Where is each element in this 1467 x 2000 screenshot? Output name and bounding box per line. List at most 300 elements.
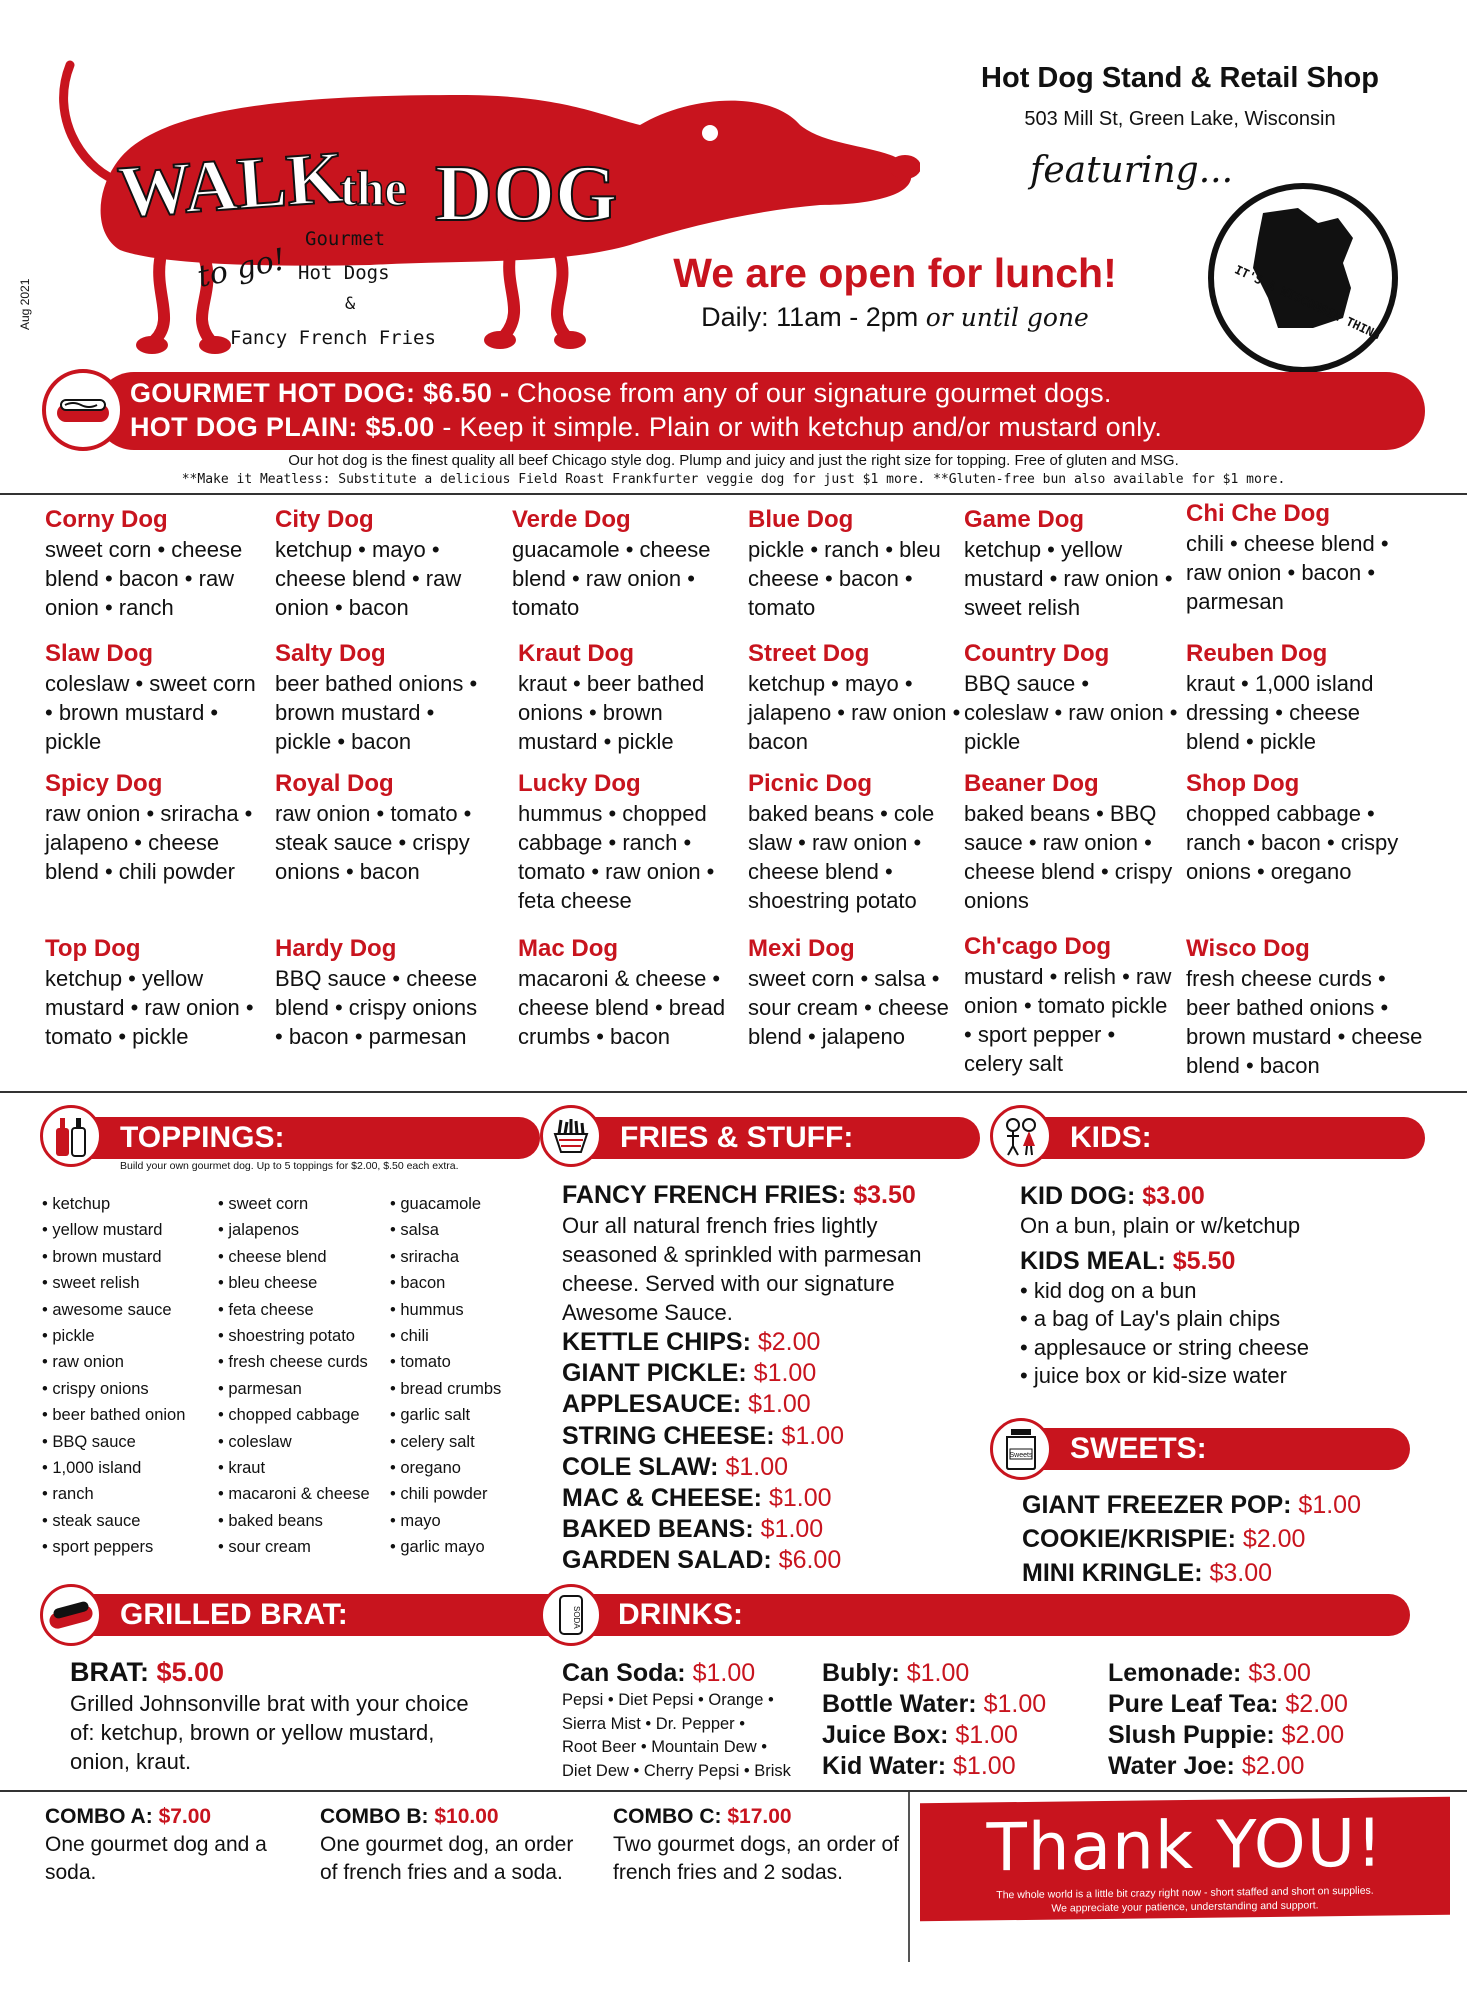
dog-desc: mustard • relish • raw onion • tomato pickle • sport pepper • celery salt (964, 964, 1172, 1076)
drinks-col-3 (1108, 1658, 1348, 1782)
sweet-item (1022, 1522, 1361, 1556)
combo-price: $10.00 (434, 1805, 499, 1828)
dog-desc: baked beans • BBQ sauce • raw onion • cheese blend • crispy onions (964, 801, 1173, 913)
sweets-list (1022, 1488, 1361, 1590)
open-hours-extra: or until gone (925, 303, 1089, 332)
sweets-jar-icon (990, 1418, 1052, 1480)
drink-name: Water Joe: (1108, 1752, 1235, 1780)
dog-name: Salty Dog (275, 640, 386, 667)
divider-bottom (0, 1790, 1467, 1792)
kid-dog-heading (1020, 1180, 1440, 1212)
toppings-col-1 (42, 1191, 185, 1561)
brat-desc: Grilled Johnsonville brat with your choice of: ketchup, brown or yellow mustard, onion, kraut. (70, 1691, 469, 1774)
logo-fancy-fries: Fancy French Fries (230, 327, 436, 349)
open-for-lunch-title: We are open for lunch! (673, 250, 1117, 296)
topping-text: cheese blend (228, 1247, 327, 1266)
topping-item: • sport peppers (42, 1538, 154, 1557)
topping-text: sport peppers (52, 1538, 154, 1557)
drink-name: Pure Leaf Tea: (1108, 1690, 1279, 1718)
topping-item: • hummus (390, 1300, 464, 1319)
dog-item-city (275, 505, 490, 622)
dog-name: Hardy Dog (275, 935, 397, 962)
topping-text: 1,000 island (52, 1459, 142, 1478)
side-item (562, 1327, 952, 1358)
topping-item: • mayo (390, 1511, 441, 1530)
dog-item-beaner (964, 769, 1179, 915)
logo-hot-dogs: Hot Dogs (298, 262, 390, 284)
dog-item-mexi (748, 934, 963, 1051)
drink-price: $3.00 (1248, 1659, 1311, 1687)
fancy-fries-heading (562, 1180, 952, 1211)
dog-desc: macaroni & cheese • cheese blend • bread crumbs • bacon (518, 966, 726, 1049)
plain-price-line (130, 410, 1425, 444)
sweet-name: GIANT FREEZER POP: (1022, 1491, 1292, 1519)
drinks-title: DRINKS: (618, 1598, 743, 1631)
combo-heading (613, 1803, 903, 1831)
dog-desc: BBQ sauce • cheese blend • crispy onions • bacon • parmesan (275, 966, 478, 1049)
topping-text: bread crumbs (400, 1379, 502, 1398)
topping-text: shoestring potato (228, 1327, 355, 1346)
brat-section (70, 1655, 490, 1776)
topping-item: • tomato (390, 1353, 451, 1372)
seal-text: IT'S A WISCONSIN THING (1232, 262, 1383, 343)
open-hours (660, 302, 1130, 333)
dog-desc: coleslaw • sweet corn • brown mustard • pickle (45, 671, 256, 754)
drink-price: $1.00 (953, 1752, 1016, 1780)
drink-name: Juice Box: (822, 1721, 949, 1749)
divider-middle (0, 1091, 1467, 1093)
dog-item-reuben (1186, 639, 1416, 756)
topping-item: • crispy onions (42, 1379, 149, 1398)
dog-item-game (964, 505, 1179, 622)
combo-desc: One gourmet dog, an order of french fries and a soda. (320, 1833, 574, 1884)
drink-item (1108, 1720, 1348, 1751)
side-price: $1.00 (725, 1452, 788, 1481)
combo-divider (908, 1792, 910, 1962)
plain-price-desc: - Keep it simple. Plain or with ketchup and/or mustard only. (434, 412, 1163, 442)
shop-address: 503 Mill St, Green Lake, Wisconsin (1024, 108, 1336, 130)
topping-text: hummus (400, 1300, 464, 1319)
toppings-title: TOPPINGS: (120, 1121, 285, 1154)
kid-dog-name: KID DOG: (1020, 1182, 1136, 1210)
dog-item-royal (275, 769, 490, 886)
dog-name: Shop Dog (1186, 770, 1300, 797)
side-price: $1.00 (760, 1515, 824, 1544)
combo-name: COMBO C: (613, 1805, 722, 1828)
dog-desc: ketchup • mayo • jalapeno • raw onion • bacon (748, 671, 961, 754)
topping-item: • BBQ sauce (42, 1432, 136, 1451)
dog-item-picnic (748, 769, 963, 915)
dog-name: Wisco Dog (1186, 935, 1310, 962)
dog-name: Kraut Dog (518, 640, 634, 667)
dog-name: Royal Dog (275, 770, 394, 797)
dog-desc: chopped cabbage • ranch • bacon • crispy onions • oregano (1186, 801, 1399, 884)
topping-item: • cheese blend (218, 1247, 327, 1266)
brat-icon (40, 1584, 102, 1646)
sweets-icon-label: Sweets (1009, 1452, 1033, 1459)
dog-desc: BBQ sauce • coleslaw • raw onion • pickle (964, 671, 1178, 754)
brat-drinks-header-bar (60, 1594, 1410, 1636)
dog-desc: ketchup • yellow mustard • raw onion • sweet relish (964, 537, 1173, 620)
side-price: $1.00 (753, 1359, 817, 1388)
topping-text: garlic mayo (400, 1538, 485, 1557)
topping-item: • chili powder (390, 1485, 488, 1504)
dog-desc: pickle • ranch • bleu cheese • bacon • tomato (748, 537, 941, 620)
dog-desc: raw onion • tomato • steak sauce • crispy onions • bacon (275, 801, 472, 884)
topping-text: sweet relish (52, 1274, 140, 1293)
dog-desc: beer bathed onions • brown mustard • pickle • bacon (275, 671, 478, 754)
drink-price: $2.00 (1281, 1721, 1345, 1749)
drinks-col-1 (562, 1658, 812, 1783)
drink-price: $2.00 (1285, 1690, 1348, 1718)
fries-basket-icon (540, 1105, 602, 1167)
dog-item-kraut (518, 639, 733, 756)
topping-text: mayo (400, 1511, 441, 1530)
logo-ampersand: & (345, 294, 356, 314)
topping-item: • bacon (390, 1274, 446, 1293)
kids-header (1010, 1117, 1425, 1159)
topping-text: chopped cabbage (228, 1406, 360, 1425)
dog-item-chicago (964, 932, 1179, 1078)
dog-name: Blue Dog (748, 506, 854, 533)
side-item (562, 1389, 952, 1420)
kids-icon (990, 1105, 1052, 1167)
kids-meal-item: • kid dog on a bun (1020, 1277, 1197, 1303)
topping-text: feta cheese (228, 1300, 314, 1319)
topping-item: • brown mustard (42, 1247, 162, 1266)
fries-section (562, 1180, 952, 1577)
topping-text: BBQ sauce (52, 1432, 136, 1451)
topping-item: • garlic mayo (390, 1538, 485, 1557)
brat-heading (70, 1655, 490, 1689)
side-item (562, 1514, 952, 1545)
topping-item: • ketchup (42, 1195, 111, 1213)
combo-b (320, 1803, 590, 1887)
kids-meal-item: • juice box or kid-size water (1020, 1363, 1287, 1388)
plain-price-label: HOT DOG PLAIN: $5.00 (130, 412, 435, 442)
topping-text: baked beans (228, 1511, 323, 1530)
topping-item: • 1,000 island (42, 1459, 142, 1478)
topping-item: • celery salt (390, 1432, 475, 1451)
divider-top (0, 493, 1467, 495)
dog-name: Mexi Dog (748, 935, 855, 962)
topping-item: • steak sauce (42, 1511, 141, 1530)
side-name: COLE SLAW: (562, 1452, 719, 1481)
combo-c (613, 1803, 903, 1887)
thank-you-line-1: The whole world is a little bit crazy right now - short staffed and short on supplies. (996, 1884, 1374, 1902)
gourmet-price-desc: Choose from any of our signature gourmet dogs. (509, 378, 1112, 408)
sweet-name: COOKIE/KRISPIE: (1022, 1525, 1236, 1553)
fries-title: FRIES & STUFF: (620, 1121, 854, 1154)
dog-item-salty (275, 639, 490, 756)
drink-item (822, 1751, 1046, 1782)
gourmet-price-line (130, 376, 1425, 410)
logo-the: the (340, 160, 407, 216)
side-name: MAC & CHEESE: (562, 1484, 763, 1513)
dog-name: Corny Dog (45, 506, 168, 533)
side-item (562, 1483, 952, 1514)
brat-name: BRAT: (70, 1657, 149, 1687)
drink-name: Bubly: (822, 1659, 900, 1687)
dog-name: Lucky Dog (518, 770, 641, 797)
sweets-header (1010, 1428, 1410, 1470)
sweets-title: SWEETS: (1070, 1432, 1207, 1465)
dog-name: Reuben Dog (1186, 640, 1328, 667)
topping-text: garlic salt (400, 1406, 471, 1425)
dog-desc: ketchup • yellow mustard • raw onion • tomato • pickle (45, 966, 254, 1049)
dog-desc: raw onion • sriracha • jalapeno • cheese blend • chili powder (45, 801, 253, 884)
dog-desc: chili • cheese blend • raw onion • bacon • parmesan (1186, 531, 1389, 614)
topping-text: pickle (52, 1327, 95, 1346)
topping-text: bacon (400, 1274, 446, 1293)
topping-item: • baked beans (218, 1511, 323, 1530)
topping-text: chili (400, 1327, 429, 1346)
topping-text: coleslaw (228, 1432, 292, 1451)
topping-text: ketchup (52, 1195, 111, 1213)
featuring-text: featuring... (1030, 150, 1234, 191)
logo-gourmet: Gourmet (305, 228, 386, 250)
topping-text: celery salt (400, 1432, 475, 1451)
dog-item-slaw (45, 639, 260, 756)
soda-icon-label: SODA (572, 1606, 581, 1629)
dog-item-blue (748, 505, 963, 622)
topping-item: • sweet relish (42, 1274, 140, 1293)
thank-you-text: Thank YOU! (986, 1804, 1384, 1887)
dog-name: City Dog (275, 506, 374, 533)
dog-name: Chi Che Dog (1186, 500, 1330, 527)
dog-desc: kraut • beer bathed onions • brown mustard • pickle (518, 671, 705, 754)
topping-item: • garlic salt (390, 1406, 471, 1425)
logo-to-go: to go! (194, 242, 289, 295)
open-hours-text: Daily: 11am - 2pm (701, 302, 919, 332)
sweet-item (1022, 1488, 1361, 1522)
kids-meal-item: • a bag of Lay's plain chips (1020, 1306, 1281, 1331)
dog-name: Picnic Dog (748, 770, 873, 797)
kid-dog-price: $3.00 (1142, 1182, 1205, 1210)
topping-item: • yellow mustard (42, 1221, 163, 1240)
toppings-col-3 (390, 1191, 501, 1561)
gourmet-price-label: GOURMET HOT DOG: $6.50 - (130, 378, 510, 408)
topping-text: sweet corn (228, 1195, 309, 1213)
toppings-header (60, 1117, 540, 1159)
topping-item: • raw onion (42, 1353, 124, 1372)
thank-you-banner (920, 1797, 1450, 1921)
topping-item: • macaroni & cheese (218, 1485, 370, 1504)
drink-item (822, 1658, 1046, 1689)
dog-name: Country Dog (964, 640, 1110, 667)
side-price: $1.00 (748, 1390, 811, 1419)
dog-desc: hummus • chopped cabbage • ranch • tomato • raw onion • feta cheese (518, 801, 715, 913)
dog-item-spicy (45, 769, 260, 886)
fancy-fries-name: FANCY FRENCH FRIES: (562, 1181, 847, 1209)
topping-item: • shoestring potato (218, 1327, 355, 1346)
side-item (562, 1358, 952, 1389)
kids-meal-name: KIDS MEAL: (1020, 1246, 1166, 1275)
topping-item: • sriracha (390, 1247, 460, 1266)
kids-meal-heading (1020, 1245, 1440, 1277)
topping-item: • bread crumbs (390, 1379, 502, 1398)
topping-text: raw onion (52, 1353, 124, 1372)
topping-item: • parmesan (218, 1379, 302, 1398)
hot-dog-price-banner (95, 372, 1425, 450)
drink-name: Slush Puppie: (1108, 1721, 1275, 1749)
topping-item: • chili (390, 1327, 429, 1346)
topping-text: tomato (400, 1353, 451, 1372)
dog-desc: fresh cheese curds • beer bathed onions • brown mustard • cheese blend • bacon (1186, 966, 1423, 1078)
drinks-col-2 (822, 1658, 1046, 1782)
dog-desc: sweet corn • cheese blend • bacon • raw onion • ranch (45, 537, 243, 620)
dog-item-shop (1186, 769, 1416, 886)
dog-item-chi-che (1186, 499, 1416, 616)
topping-text: steak sauce (52, 1511, 141, 1530)
kids-meal-item: • applesauce or string cheese (1020, 1334, 1309, 1360)
topping-text: salsa (400, 1221, 439, 1240)
brat-price: $5.00 (156, 1657, 225, 1687)
drink-item (822, 1689, 1046, 1720)
combo-a (45, 1803, 295, 1887)
drink-item (1108, 1689, 1348, 1720)
side-price: $1.00 (781, 1421, 845, 1450)
side-item (562, 1545, 952, 1576)
drink-item (1108, 1658, 1348, 1689)
soda-brands (562, 1689, 812, 1783)
kids-title: KIDS: (1070, 1121, 1152, 1154)
dog-name: Slaw Dog (45, 640, 154, 667)
soda-brand-line: Diet Dew • Cherry Pepsi • Brisk (562, 1761, 791, 1780)
topping-text: sriracha (400, 1247, 460, 1266)
brat-title: GRILLED BRAT: (120, 1598, 348, 1631)
topping-text: chili powder (400, 1485, 488, 1504)
topping-item: • bleu cheese (218, 1274, 318, 1293)
fries-side-list (562, 1327, 952, 1577)
drink-name: Can Soda: (562, 1659, 686, 1687)
topping-item: • coleslaw (218, 1432, 292, 1451)
fries-header (560, 1117, 980, 1159)
topping-text: fresh cheese curds (228, 1353, 368, 1372)
side-name: APPLESAUCE: (562, 1390, 742, 1419)
topping-text: crispy onions (52, 1379, 149, 1398)
dog-item-mac (518, 934, 733, 1051)
fancy-fries-desc: Our all natural french fries lightly seasoned & sprinkled with parmesan cheese. Served with our signature Awesome Sauce. (562, 1213, 922, 1325)
dog-item-top (45, 934, 260, 1051)
dog-desc: baked beans • cole slaw • raw onion • cheese blend • shoestring potato (748, 801, 935, 913)
dog-desc: ketchup • mayo • cheese blend • raw onion • bacon (275, 537, 462, 620)
topping-text: yellow mustard (52, 1221, 163, 1240)
topping-item: • ranch (42, 1485, 94, 1504)
meatless-note: **Make it Meatless: Substitute a delicious Field Roast Frankfurter veggie dog for just $1 more. **Gluten-free bun also available for $1 more. (181, 472, 1286, 487)
logo-walk: WALK (115, 136, 347, 234)
side-name: STRING CHEESE: (562, 1421, 775, 1450)
topping-item: • pickle (42, 1327, 95, 1346)
kids-section (1020, 1180, 1440, 1391)
kid-dog-desc: On a bun, plain or w/ketchup (1020, 1213, 1301, 1238)
drink-item-can-soda (562, 1658, 812, 1689)
combo-heading (45, 1803, 295, 1831)
side-name: GARDEN SALAD: (562, 1546, 772, 1575)
combo-heading (320, 1803, 590, 1831)
soda-can-icon (540, 1584, 602, 1646)
combo-desc: One gourmet dog and a soda. (45, 1833, 267, 1884)
sweet-price: $3.00 (1209, 1559, 1273, 1587)
toppings-col-2 (218, 1191, 370, 1561)
wisconsin-seal-icon (1203, 178, 1403, 378)
topping-text: brown mustard (52, 1247, 162, 1266)
hot-dog-quality-note: Our hot dog is the finest quality all beef Chicago style dog. Plump and juicy and just the right size for topping. Free of gluten and MSG. (288, 452, 1179, 469)
kids-meal-price: $5.50 (1172, 1246, 1236, 1275)
dog-name: Top Dog (45, 935, 141, 962)
topping-text: kraut (228, 1459, 266, 1478)
drink-price: $1.00 (692, 1659, 756, 1687)
soda-brand-line: Sierra Mist • Dr. Pepper • (562, 1714, 746, 1733)
sweet-price: $2.00 (1242, 1525, 1306, 1553)
combo-name: COMBO B: (320, 1805, 429, 1828)
dog-desc: sweet corn • salsa • sour cream • cheese blend • jalapeno (748, 966, 949, 1049)
topping-item: • beer bathed onion (42, 1406, 186, 1425)
soda-brand-line: Root Beer • Mountain Dew • (562, 1738, 768, 1756)
combo-desc: Two gourmet dogs, an order of french fries and 2 sodas. (613, 1833, 899, 1884)
sweet-name: MINI KRINGLE: (1022, 1559, 1203, 1587)
topping-text: oregano (400, 1459, 461, 1478)
side-price: $2.00 (757, 1328, 821, 1356)
dog-name: Mac Dog (518, 935, 619, 962)
topping-text: ranch (52, 1485, 94, 1504)
fancy-fries-price: $3.50 (853, 1181, 916, 1209)
topping-text: macaroni & cheese (228, 1485, 370, 1504)
drink-item (1108, 1751, 1348, 1782)
dog-item-verde (512, 505, 727, 622)
side-name: GIANT PICKLE: (562, 1359, 747, 1388)
combo-price: $7.00 (158, 1805, 212, 1828)
topping-item: • guacamole (390, 1195, 482, 1213)
dog-item-hardy (275, 934, 490, 1051)
topping-text: awesome sauce (52, 1300, 172, 1319)
topping-text: sour cream (228, 1538, 311, 1557)
dog-name: Ch'cago Dog (964, 933, 1112, 960)
thank-you-line-2: We appreciate your patience, understanding and support. (1051, 1899, 1319, 1915)
topping-item: • sweet corn (218, 1195, 309, 1213)
dog-item-corny (45, 505, 260, 622)
drink-price: $1.00 (955, 1721, 1018, 1749)
drink-item (822, 1720, 1046, 1751)
combo-price: $17.00 (727, 1805, 792, 1828)
condiment-bottles-icon (40, 1105, 102, 1167)
topping-text: parmesan (228, 1379, 302, 1398)
dog-name: Game Dog (964, 506, 1085, 533)
drink-name: Lemonade: (1108, 1659, 1242, 1687)
dog-item-street (748, 639, 963, 756)
drink-price: $1.00 (983, 1690, 1047, 1718)
dog-item-wisco (1186, 934, 1426, 1080)
dog-name: Verde Dog (512, 506, 631, 533)
topping-text: bleu cheese (228, 1274, 318, 1293)
side-item (562, 1452, 952, 1483)
soda-brand-line: Pepsi • Diet Pepsi • Orange • (562, 1691, 774, 1709)
drink-name: Bottle Water: (822, 1690, 977, 1718)
topping-text: guacamole (400, 1195, 482, 1213)
side-name: KETTLE CHIPS: (562, 1328, 751, 1356)
side-price: $1.00 (768, 1484, 832, 1513)
side-price: $6.00 (778, 1546, 842, 1575)
topping-item: • chopped cabbage (218, 1406, 360, 1425)
shop-title: Hot Dog Stand & Retail Shop (981, 62, 1379, 94)
topping-item: • awesome sauce (42, 1300, 172, 1319)
sweet-item (1022, 1556, 1361, 1590)
drink-price: $2.00 (1241, 1752, 1305, 1780)
sweet-price: $1.00 (1298, 1491, 1361, 1519)
toppings-note: Build your own gourmet dog. Up to 5 toppings for $2.00, $.50 each extra. (120, 1160, 459, 1172)
hot-dog-icon (42, 369, 124, 451)
side-item (562, 1421, 952, 1452)
